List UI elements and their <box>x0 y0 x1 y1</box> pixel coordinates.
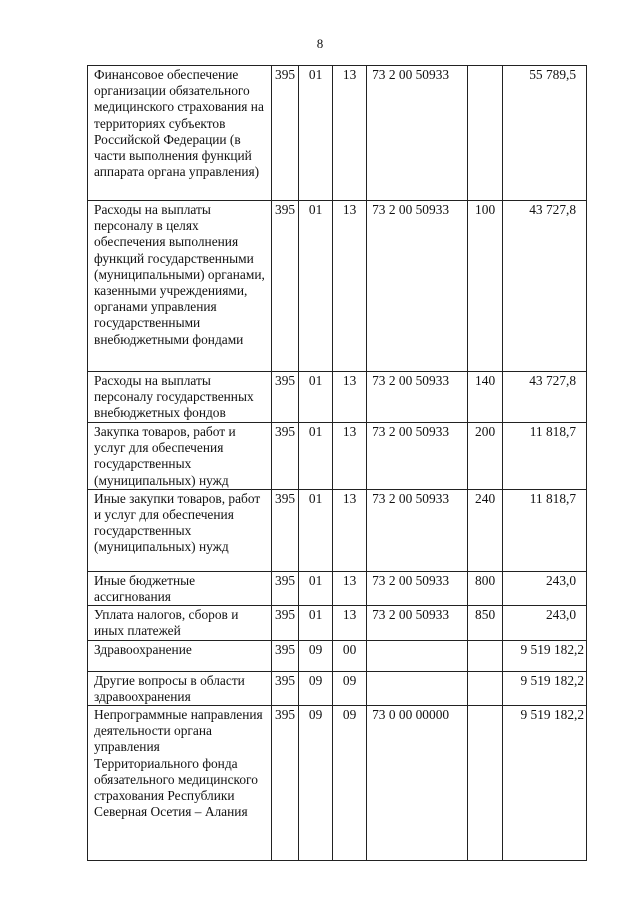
row-subsection-code: 13 <box>333 489 367 571</box>
row-grbs-code: 395 <box>272 671 299 705</box>
row-amount: 9 519 182,2 <box>503 706 587 861</box>
row-target-article: 73 0 00 00000 <box>367 706 468 861</box>
row-section-code: 01 <box>299 372 333 423</box>
row-amount: 43 727,8 <box>503 372 587 423</box>
row-target-article <box>367 671 468 705</box>
row-subsection-code: 13 <box>333 423 367 490</box>
row-amount: 11 818,7 <box>503 489 587 571</box>
row-target-article: 73 2 00 50933 <box>367 489 468 571</box>
table-row <box>88 671 587 705</box>
table-row <box>88 201 587 372</box>
row-subsection-code: 13 <box>333 66 367 201</box>
row-subsection-code: 09 <box>333 706 367 861</box>
row-section-code: 01 <box>299 201 333 372</box>
table-row <box>88 571 587 605</box>
row-target-article: 73 2 00 50933 <box>367 372 468 423</box>
row-subsection-code: 13 <box>333 606 367 640</box>
row-name: Уплата налогов, сборов и иных платежей <box>88 606 272 640</box>
page-number: 8 <box>316 36 324 51</box>
table-body <box>88 66 587 861</box>
table-row <box>88 706 587 861</box>
row-subsection-code: 13 <box>333 201 367 372</box>
row-target-article: 73 2 00 50933 <box>367 571 468 605</box>
row-grbs-code: 395 <box>272 372 299 423</box>
row-section-code: 09 <box>299 640 333 671</box>
table-row <box>88 606 587 640</box>
row-name: Закупка товаров, работ и услуг для обеспечения государственных (муниципальных) нужд <box>88 423 272 490</box>
row-grbs-code: 395 <box>272 489 299 571</box>
row-name: Другие вопросы в области здравоохранения <box>88 671 272 705</box>
row-amount: 43 727,8 <box>503 201 587 372</box>
row-expense-type <box>468 706 503 861</box>
row-grbs-code: 395 <box>272 423 299 490</box>
table-row <box>88 423 587 490</box>
row-target-article: 73 2 00 50933 <box>367 423 468 490</box>
row-expense-type <box>468 66 503 201</box>
row-expense-type: 100 <box>468 201 503 372</box>
row-subsection-code: 13 <box>333 372 367 423</box>
row-amount: 11 818,7 <box>503 423 587 490</box>
row-grbs-code: 395 <box>272 706 299 861</box>
row-section-code: 09 <box>299 706 333 861</box>
row-grbs-code: 395 <box>272 640 299 671</box>
row-amount: 55 789,5 <box>503 66 587 201</box>
row-amount: 9 519 182,2 <box>503 671 587 705</box>
row-section-code: 01 <box>299 571 333 605</box>
table-row <box>88 489 587 571</box>
row-name: Финансовое обеспечение организации обязательного медицинского страхования на территориях субъектов Российской Федерации (в части выполнения функций аппарата органа управления) <box>88 66 272 201</box>
row-amount: 243,0 <box>503 606 587 640</box>
row-name: Непрограммные направления деятельности органа управления Территориального фонда обязательного медицинского страхования Республики Северная Осетия – Алания <box>88 706 272 861</box>
row-expense-type: 140 <box>468 372 503 423</box>
row-grbs-code: 395 <box>272 571 299 605</box>
row-grbs-code: 395 <box>272 201 299 372</box>
row-expense-type: 200 <box>468 423 503 490</box>
row-section-code: 01 <box>299 489 333 571</box>
row-expense-type <box>468 640 503 671</box>
table-row <box>88 372 587 423</box>
row-target-article: 73 2 00 50933 <box>367 66 468 201</box>
table-row <box>88 66 587 201</box>
row-amount: 9 519 182,2 <box>503 640 587 671</box>
row-section-code: 09 <box>299 671 333 705</box>
row-name: Расходы на выплаты персоналу государственных внебюджетных фондов <box>88 372 272 423</box>
row-target-article: 73 2 00 50933 <box>367 606 468 640</box>
row-name: Здравоохранение <box>88 640 272 671</box>
row-section-code: 01 <box>299 606 333 640</box>
row-grbs-code: 395 <box>272 66 299 201</box>
row-name: Расходы на выплаты персоналу в целях обеспечения выполнения функций государственными (муниципальными) органами, казенными учреждениями, органами управления государственными внебюджетными фондами <box>88 201 272 372</box>
row-expense-type <box>468 671 503 705</box>
row-target-article: 73 2 00 50933 <box>367 201 468 372</box>
row-expense-type: 850 <box>468 606 503 640</box>
row-expense-type: 240 <box>468 489 503 571</box>
budget-table <box>87 65 587 861</box>
row-name: Иные закупки товаров, работ и услуг для обеспечения государственных (муниципальных) нужд <box>88 489 272 571</box>
row-target-article <box>367 640 468 671</box>
row-grbs-code: 395 <box>272 606 299 640</box>
row-section-code: 01 <box>299 423 333 490</box>
row-subsection-code: 00 <box>333 640 367 671</box>
row-section-code: 01 <box>299 66 333 201</box>
row-amount: 243,0 <box>503 571 587 605</box>
row-name: Иные бюджетные ассигнования <box>88 571 272 605</box>
row-expense-type: 800 <box>468 571 503 605</box>
row-subsection-code: 13 <box>333 571 367 605</box>
table-row <box>88 640 587 671</box>
row-subsection-code: 09 <box>333 671 367 705</box>
